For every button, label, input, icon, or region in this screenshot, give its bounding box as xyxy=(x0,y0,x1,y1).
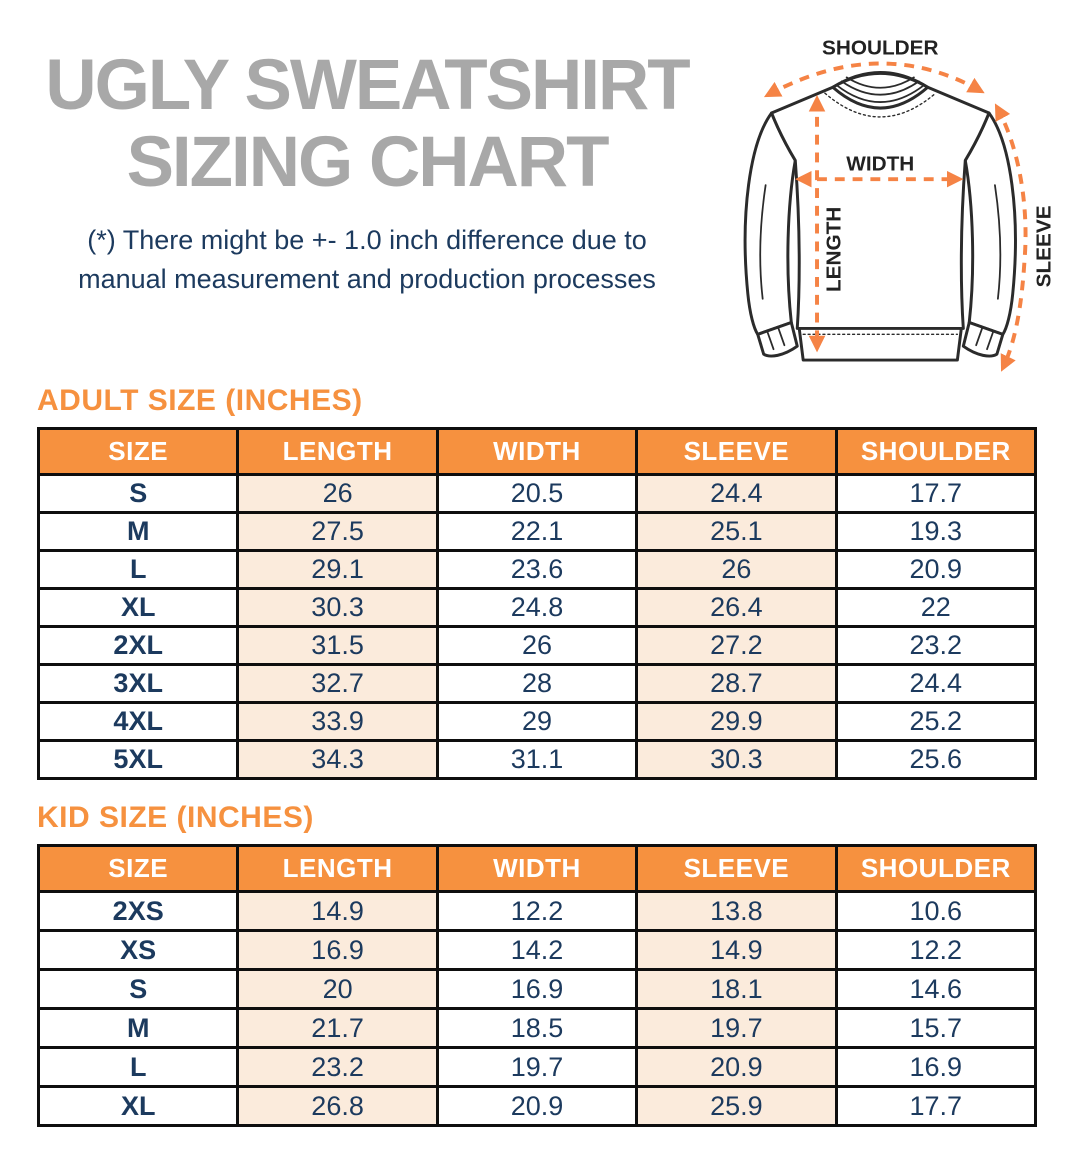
column-header: SHOULDER xyxy=(836,846,1035,892)
table-row xyxy=(39,551,1036,589)
value-cell: 16.9 xyxy=(238,931,437,970)
kid-size-heading: KID SIZE (INCHES) xyxy=(37,801,314,834)
sweatshirt-measurement-diagram xyxy=(734,0,1074,390)
size-cell: L xyxy=(39,551,238,589)
table-row xyxy=(39,970,1036,1009)
value-cell: 22.1 xyxy=(437,513,636,551)
length-label: LENGTH xyxy=(822,206,846,293)
size-cell: XS xyxy=(39,931,238,970)
disclaimer-text xyxy=(0,221,734,299)
table-row xyxy=(39,475,1036,513)
value-cell: 12.2 xyxy=(437,892,636,931)
value-cell: 18.5 xyxy=(437,1009,636,1048)
value-cell: 14.2 xyxy=(437,931,636,970)
value-cell: 23.6 xyxy=(437,551,636,589)
size-cell: 5XL xyxy=(39,741,238,779)
sleeve-label: SLEEVE xyxy=(1032,205,1056,288)
value-cell: 32.7 xyxy=(238,665,437,703)
value-cell: 16.9 xyxy=(437,970,636,1009)
size-cell: 3XL xyxy=(39,665,238,703)
value-cell: 17.7 xyxy=(836,475,1035,513)
size-cell: 2XL xyxy=(39,627,238,665)
column-header: SIZE xyxy=(39,429,238,475)
value-cell: 25.2 xyxy=(836,703,1035,741)
sweatshirt-diagram-svg xyxy=(734,0,1074,390)
size-cell: M xyxy=(39,513,238,551)
value-cell: 26.4 xyxy=(637,589,836,627)
value-cell: 34.3 xyxy=(238,741,437,779)
value-cell: 14.9 xyxy=(238,892,437,931)
value-cell: 29.1 xyxy=(238,551,437,589)
value-cell: 12.2 xyxy=(836,931,1035,970)
value-cell: 27.2 xyxy=(637,627,836,665)
size-cell: 2XS xyxy=(39,892,238,931)
value-cell: 20.9 xyxy=(836,551,1035,589)
value-cell: 33.9 xyxy=(238,703,437,741)
value-cell: 30.3 xyxy=(637,741,836,779)
page-title xyxy=(0,48,734,201)
adult-size-heading: ADULT SIZE (INCHES) xyxy=(37,384,363,417)
table-row xyxy=(39,665,1036,703)
adult-table-header xyxy=(39,429,1036,475)
title-block xyxy=(0,0,734,392)
value-cell: 20.5 xyxy=(437,475,636,513)
table-row xyxy=(39,627,1036,665)
table-row xyxy=(39,513,1036,551)
value-cell: 23.2 xyxy=(238,1048,437,1087)
column-header: LENGTH xyxy=(238,846,437,892)
width-label: WIDTH xyxy=(846,152,915,176)
kid-table-header xyxy=(39,846,1036,892)
table-row xyxy=(39,589,1036,627)
value-cell: 23.2 xyxy=(836,627,1035,665)
value-cell: 28.7 xyxy=(637,665,836,703)
size-cell: XL xyxy=(39,1087,238,1126)
value-cell: 22 xyxy=(836,589,1035,627)
value-cell: 17.7 xyxy=(836,1087,1035,1126)
value-cell: 24.4 xyxy=(637,475,836,513)
table-row xyxy=(39,1009,1036,1048)
column-header: WIDTH xyxy=(437,846,636,892)
size-cell: 4XL xyxy=(39,703,238,741)
value-cell: 14.6 xyxy=(836,970,1035,1009)
table-row xyxy=(39,931,1036,970)
value-cell: 19.3 xyxy=(836,513,1035,551)
value-cell: 21.7 xyxy=(238,1009,437,1048)
value-cell: 25.6 xyxy=(836,741,1035,779)
table-row xyxy=(39,741,1036,779)
value-cell: 25.9 xyxy=(637,1087,836,1126)
table-row xyxy=(39,703,1036,741)
value-cell: 31.5 xyxy=(238,627,437,665)
value-cell: 30.3 xyxy=(238,589,437,627)
value-cell: 31.1 xyxy=(437,741,636,779)
disclaimer-line2: manual measurement and production processes xyxy=(78,264,656,295)
value-cell: 20 xyxy=(238,970,437,1009)
value-cell: 27.5 xyxy=(238,513,437,551)
disclaimer-line1: (*) There might be +- 1.0 inch difference due to xyxy=(87,225,647,256)
kid-size-table xyxy=(37,844,1037,1127)
value-cell: 13.8 xyxy=(637,892,836,931)
value-cell: 29.9 xyxy=(637,703,836,741)
size-cell: S xyxy=(39,970,238,1009)
value-cell: 18.1 xyxy=(637,970,836,1009)
value-cell: 14.9 xyxy=(637,931,836,970)
column-header: SIZE xyxy=(39,846,238,892)
value-cell: 25.1 xyxy=(637,513,836,551)
value-cell: 26.8 xyxy=(238,1087,437,1126)
value-cell: 26 xyxy=(637,551,836,589)
sweatshirt-outline xyxy=(745,72,1015,360)
size-cell: L xyxy=(39,1048,238,1087)
column-header: LENGTH xyxy=(238,429,437,475)
table-row xyxy=(39,1087,1036,1126)
adult-size-table xyxy=(37,427,1037,780)
header-row xyxy=(39,429,1036,475)
value-cell: 16.9 xyxy=(836,1048,1035,1087)
column-header: SLEEVE xyxy=(637,846,836,892)
column-header: SHOULDER xyxy=(836,429,1035,475)
value-cell: 26 xyxy=(238,475,437,513)
value-cell: 24.8 xyxy=(437,589,636,627)
value-cell: 28 xyxy=(437,665,636,703)
value-cell: 29 xyxy=(437,703,636,741)
value-cell: 20.9 xyxy=(437,1087,636,1126)
header-section xyxy=(0,0,1074,392)
value-cell: 10.6 xyxy=(836,892,1035,931)
value-cell: 26 xyxy=(437,627,636,665)
table-row xyxy=(39,892,1036,931)
size-cell: M xyxy=(39,1009,238,1048)
kid-table-body xyxy=(39,892,1036,1126)
adult-table-body xyxy=(39,475,1036,779)
size-cell: S xyxy=(39,475,238,513)
size-cell: XL xyxy=(39,589,238,627)
value-cell: 24.4 xyxy=(836,665,1035,703)
value-cell: 20.9 xyxy=(637,1048,836,1087)
value-cell: 19.7 xyxy=(437,1048,636,1087)
table-row xyxy=(39,1048,1036,1087)
value-cell: 15.7 xyxy=(836,1009,1035,1048)
column-header: WIDTH xyxy=(437,429,636,475)
header-row xyxy=(39,846,1036,892)
page-title-line1: UGLY SWEATSHIRT xyxy=(45,46,689,125)
value-cell: 19.7 xyxy=(637,1009,836,1048)
column-header: SLEEVE xyxy=(637,429,836,475)
page-title-line2: SIZING CHART xyxy=(126,122,608,202)
shoulder-label: SHOULDER xyxy=(822,36,939,60)
